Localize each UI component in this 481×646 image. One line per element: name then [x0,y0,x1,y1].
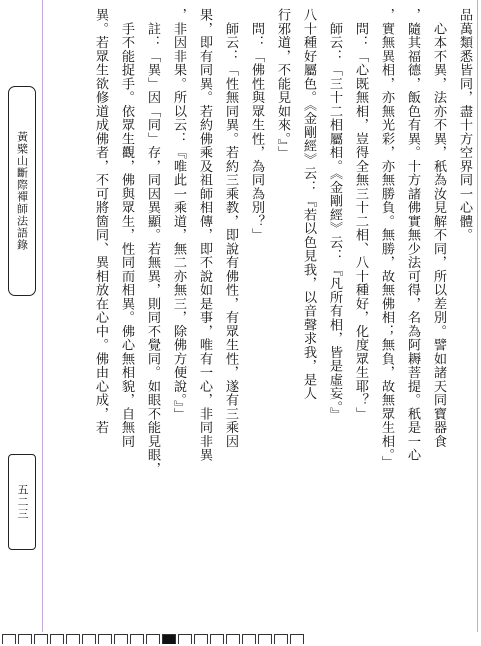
page-thumbnail-tab[interactable] [274,634,288,644]
page-thumbnail-tab[interactable] [242,634,256,644]
book-title-text: 黃檗山斷際禪師法語錄 [15,131,29,251]
page-thumbnail-tab[interactable] [178,634,192,644]
text-column: 異。若眾生欲修道成佛者，不可將箇同、異相放在心中。佛由心成，若 [93,8,108,435]
text-column: ，非因非果。所以云：『唯此一乘道，無二亦無三，除佛方便說。』」 [171,8,186,422]
text-column: 師云：「性無同異。若約三乘教，即說有佛性，有眾生性，遂有三乘因 [223,8,238,448]
right-margin-guide [477,0,478,632]
text-column: ，實無異相，亦無光彩，亦無勝負。無勝，故無佛相；無負，故無眾生相。」 [379,8,394,469]
text-column: 問：「佛性與眾生性，為同為別？」 [249,8,264,242]
page-thumbnail-tab[interactable] [290,634,304,644]
text-column: 品萬類悉皆同，盡十方空界同一心體。 [457,8,472,242]
text-column: 問：「心既無相，豈得全無三十二相、八十種好，化度眾生耶？」 [353,8,368,421]
page-thumbnail-tab[interactable] [50,634,64,644]
page-thumbnail-tab[interactable] [82,634,96,644]
text-column: 手不能捉手。依眾生觀，佛與眾生，性同而相異。佛心無相貌，自無同 [119,8,134,448]
page-thumbnail-tab[interactable] [194,634,208,644]
page-number-label [8,454,36,550]
page-thumbnail-tab[interactable] [114,634,128,644]
text-column: 師云：「三十二相屬相。《金剛經》云：『凡所有相，皆是虛妄。』 [327,8,342,422]
text-column: 八十種好屬色。《金剛經》云：『若以色見我，以音聲求我，是人 [301,8,316,401]
text-column: 心本不異，法亦不異，秖為汝見解不同，所以差別。譬如諸天同寶器食 [431,8,446,448]
page-thumbnail-tab[interactable] [210,634,224,644]
page-thumbnail-tab[interactable] [34,634,48,644]
page-thumbnail-tab[interactable] [162,634,176,644]
text-column: 行邪道，不能見如來。』」 [275,8,290,160]
page-thumbnail-tab[interactable] [130,634,144,644]
text-column: ，隨其福德，飯色有異。十方諸佛實無少法可得，名為阿耨菩提。秖是一心 [405,8,420,462]
book-title-label [8,86,36,296]
page-thumbnail-tab[interactable] [2,634,16,644]
left-margin-guide [42,0,43,632]
page-thumbnail-tab[interactable] [258,634,272,644]
page-thumbnail-strip [0,634,481,646]
vertical-text-body [44,8,477,630]
page-thumbnail-tab[interactable] [66,634,80,644]
text-column: 註：「異」因「同」存，同因異顯。若無異，則同不覺同。如眼不能見眼， [145,8,160,476]
page-thumbnail-tab[interactable] [98,634,112,644]
page-thumbnail-tab[interactable] [146,634,160,644]
page-number-text: 五二三 [16,484,29,520]
page-thumbnail-tab[interactable] [226,634,240,644]
text-column: 果，即有同異。若約佛乘及祖師相傳，即不說如是事，唯有一心，非同非異 [197,8,212,462]
page-thumbnail-tab[interactable] [18,634,32,644]
